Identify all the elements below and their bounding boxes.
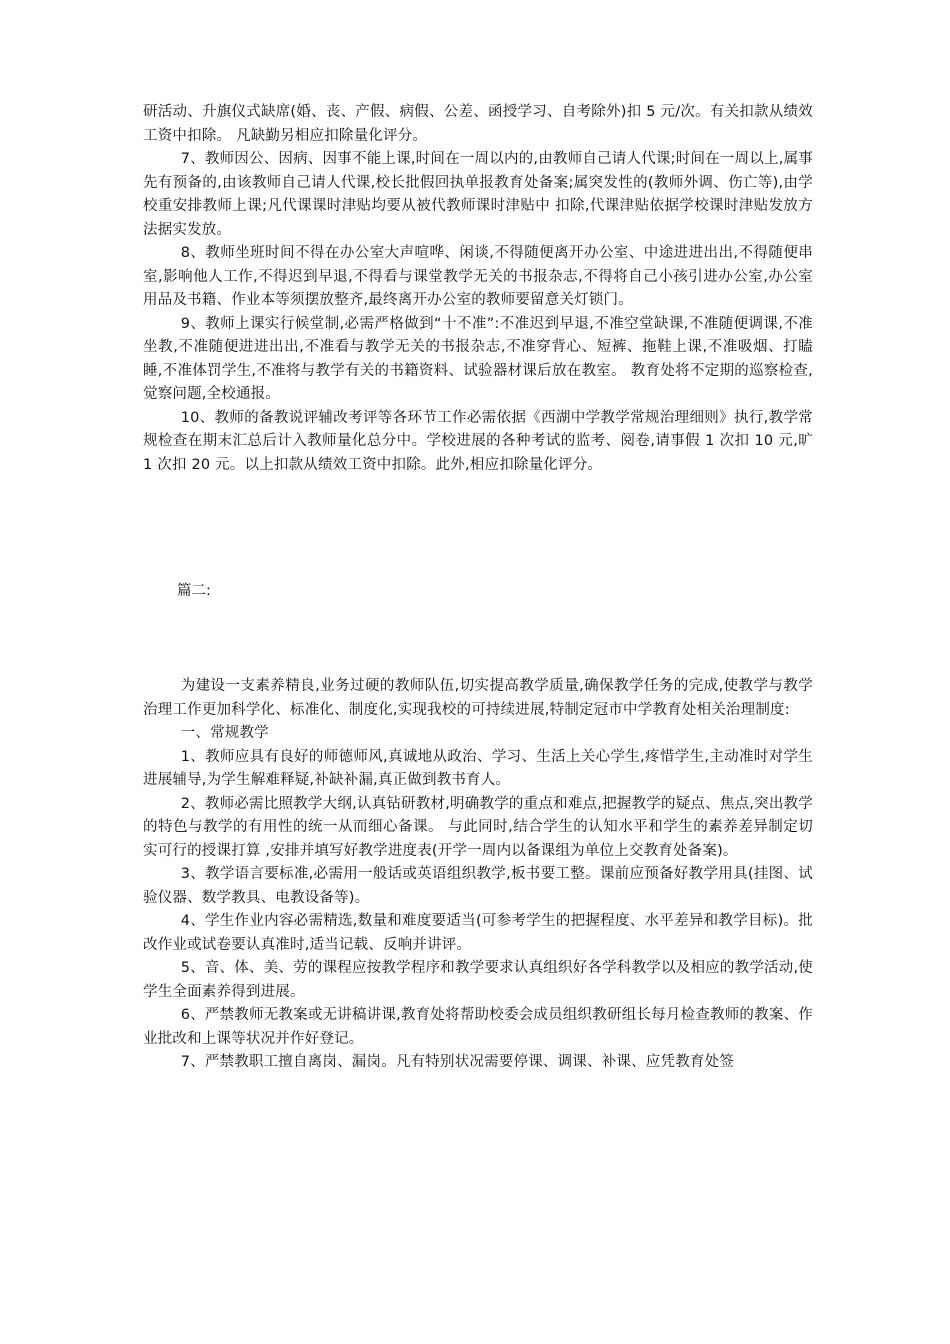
section-heading: 篇二: <box>177 583 211 599</box>
paragraph-rule-10: 10、教师的备教说评辅改考评等各环节工作必需依据《西湖中学教学常规治理细则》执行,教学常规检查在期末汇总后计入教师量化总分中。学校进展的各种考试的监考、阅卷,请事假 1 次扣 10 元,旷 1 次扣 20 元。以上扣款从绩效工资中扣除。此外,相应扣除量化评分。 <box>143 409 818 473</box>
paragraph-rule-7: 7、教师因公、因病、因事不能上课,时间在一周以内的,由教师自己请人代课;时间在一周以上,属事先有预备的,由该教师自己请人代课,校长批假回执单报教育处备案;属突发性的(教师外调、伤亡等),由学校重安排教师上课;凡代课课时津贴均要从被代教师课时津贴中 扣除,代课津贴依据学校课时津贴发放方法据实发放。 <box>143 151 813 238</box>
text-block-part2 <box>143 675 813 1075</box>
subheading-routine-teaching: 一、常规教学 <box>180 725 269 741</box>
text-block-part1 <box>143 101 818 477</box>
paragraph-intro: 为建设一支素养精良,业务过硬的教师队伍,切实提高教学质量,确保教学任务的完成,使教学与教学治理工作更加科学化、标准化、制度化,实现我校的可持续进展,特制定冠市中学教育处相关治理制度: <box>143 678 813 718</box>
paragraph-item-1: 1、教师应具有良好的师德师风,真诚地从政治、学习、生活上关心学生,疼惜学生,主动准时对学生进展辅导,为学生解难释疑,补缺补漏,真正做到教书育人。 <box>143 748 813 788</box>
paragraph-rule-8: 8、教师坐班时间不得在办公室大声喧哗、闲谈,不得随便离开办公室、中途进进出出,不得随便串室,影响他人工作,不得迟到早退,不得看与课堂教学无关的书报杂志,不得将自己小孩引进办公室,办公室用品及书籍、作业本等须摆放整齐,最终离开办公室的教师要留意关灯锁门。 <box>143 245 813 308</box>
paragraph-rule-9: 9、教师上课实行候堂制,必需严格做到“十不准”:不准迟到早退,不准空堂缺课,不准随便调课,不准坐教,不准随便进进出出,不准看与教学无关的书报杂志,不准穿背心、短裤、拖鞋上课,不准吸烟、打瞌睡,不准体罚学生,不准将与教学有关的书籍资料、试验器材课后放在教室。 教育处将不定期的巡察检查,觉察问题,全校通报。 <box>143 315 813 402</box>
paragraph-item-3: 3、教学语言要标准,必需用一般话或英语组织教学,板书要工整。课前应预备好教学用具(挂图、试验仪器、数学教具、电教设备等)。 <box>143 866 813 906</box>
paragraph-item-7: 7、严禁教职工擅自离岗、漏岗。凡有特别状况需要停课、调课、补课、应凭教育处签 <box>180 1054 735 1070</box>
paragraph-item-5: 5、音、体、美、劳的课程应按教学程序和教学要求认真组织好各学科教学以及相应的教学活动,使学生全面素养得到进展。 <box>143 960 813 1000</box>
paragraph-continuation: 研活动、升旗仪式缺席(婚、丧、产假、病假、公差、函授学习、自考除外)扣 5 元/次。有关扣款从绩效工资中扣除。 凡缺勤另相应扣除量化评分。 <box>143 104 813 144</box>
paragraph-item-2: 2、教师必需比照教学大纲,认真钻研教材,明确教学的重点和难点,把握教学的疑点、焦点,突出教学的特色与教学的有用性的统一从而细心备课。 与此同时,结合学生的认知水平和学生的素养差异制定切实可行的授课打算 ,安排并填写好教学进度表(开学一周内以备课组为单位上交教育处备案)。 <box>143 795 813 859</box>
paragraph-item-6: 6、严禁教师无教案或无讲稿讲课,教育处将帮助校委会成员组织教研组长每月检查教师的教案、作业批改和上课等状况并作好登记。 <box>143 1007 813 1047</box>
paragraph-item-4: 4、学生作业内容必需精选,数量和难度要适当(可参考学生的把握程度、水平差异和教学目标)。批改作业或试卷要认真准时,适当记载、反响并讲评。 <box>143 913 813 953</box>
